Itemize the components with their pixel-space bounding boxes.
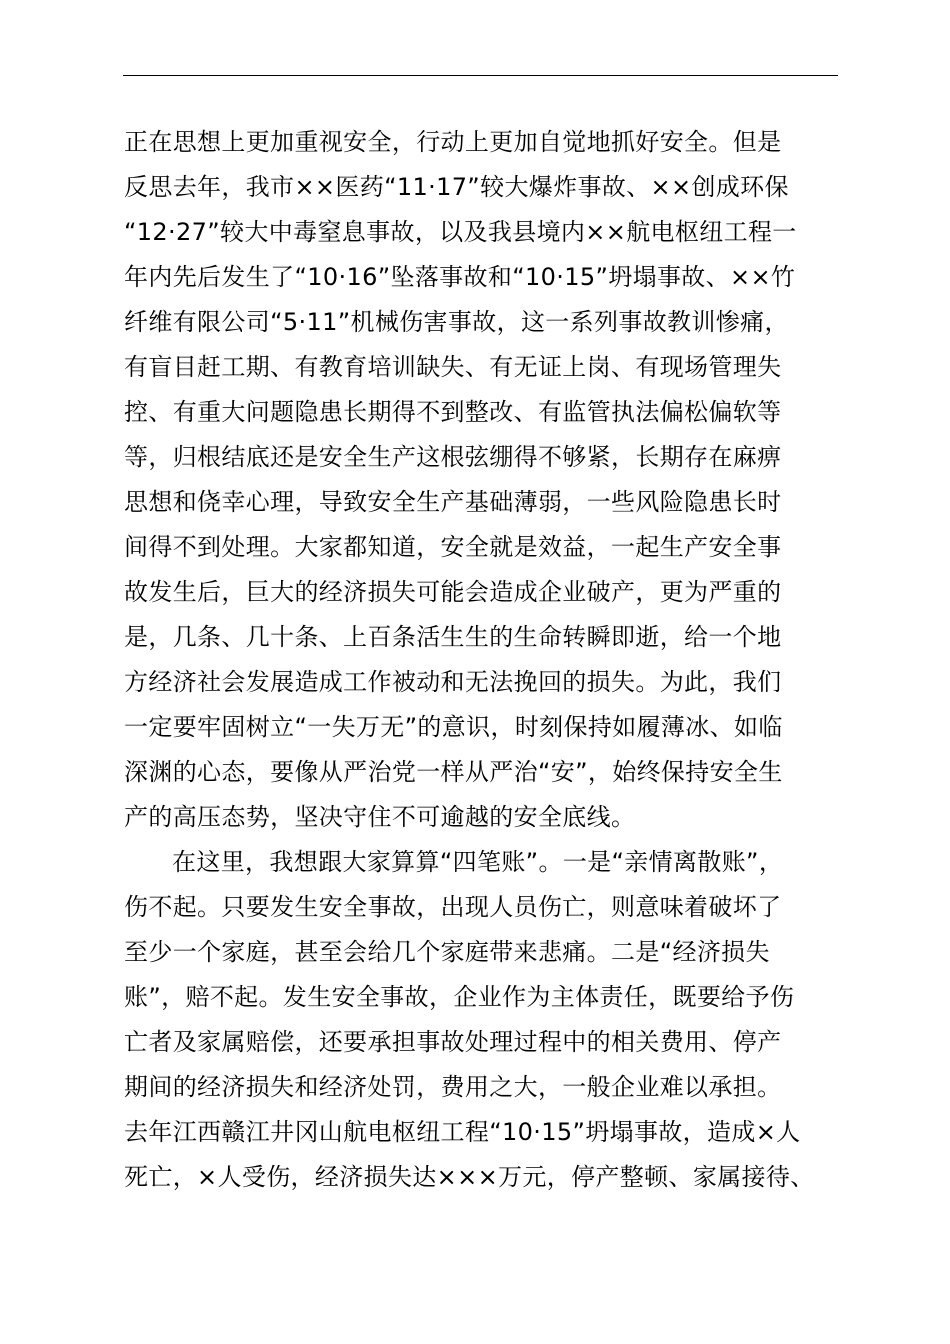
- text-line: 是，几条、几十条、上百条活生生的生命转瞬即逝，给一个地: [124, 623, 782, 651]
- text-line: 账”，赔不起。发生安全事故，企业作为主体责任，既要给予伤: [124, 983, 795, 1011]
- text-line: 至少一个家庭，甚至会给几个家庭带来悲痛。二是“经济损失: [124, 938, 770, 966]
- text-line: 反思去年，我市××医药“11·17”较大爆炸事故、××创成环保: [124, 173, 789, 201]
- text-line: 有盲目赶工期、有教育培训缺失、有无证上岗、有现场管理失: [124, 353, 782, 381]
- text-line: 深渊的心态，要像从严治党一样从严治“安”，始终保持安全生: [124, 758, 783, 786]
- body-text: [124, 120, 864, 1200]
- text-line: 等，归根结底还是安全生产这根弦绷得不够紧，长期存在麻痹: [124, 443, 782, 471]
- text-line: 死亡，×人受伤，经济损失达×××万元，停产整顿、家属接待、: [124, 1163, 815, 1191]
- text-line: 间得不到处理。大家都知道，安全就是效益，一起生产安全事: [124, 533, 782, 561]
- text-line: 期间的经济损失和经济处罚，费用之大，一般企业难以承担。: [124, 1073, 782, 1101]
- text-line: 控、有重大问题隐患长期得不到整改、有监管执法偏松偏软等: [124, 398, 782, 426]
- text-line: 一定要牢固树立“一失万无”的意识，时刻保持如履薄冰、如临: [124, 713, 783, 741]
- text-line: 亡者及家属赔偿，还要承担事故处理过程中的相关费用、停产: [124, 1028, 782, 1056]
- text-line: 纤维有限公司“5·11”机械伤害事故，这一系列事故教训惨痛，: [124, 308, 789, 336]
- text-line: 故发生后，巨大的经济损失可能会造成企业破产，更为严重的: [124, 578, 782, 606]
- text-line: 思想和侥幸心理，导致安全生产基础薄弱，一些风险隐患长时: [124, 488, 782, 516]
- header-rule: [123, 75, 838, 76]
- text-line: 伤不起。只要发生安全事故，出现人员伤亡，则意味着破坏了: [124, 893, 782, 921]
- paragraph-start-line: 在这里，我想跟大家算算“四笔账”。一是“亲情离散账”，: [172, 848, 784, 876]
- text-line: 方经济社会发展造成工作被动和无法挽回的损失。为此，我们: [124, 668, 782, 696]
- text-line: 正在思想上更加重视安全，行动上更加自觉地抓好安全。但是: [124, 128, 782, 156]
- text-line: 产的高压态势，坚决守住不可逾越的安全底线。: [124, 803, 636, 831]
- text-line: 年内先后发生了“10·16”坠落事故和“10·15”坍塌事故、××竹: [124, 263, 796, 291]
- text-line: “12·27”较大中毒窒息事故，以及我县境内××航电枢纽工程一: [124, 218, 797, 246]
- text-line: 去年江西赣江井冈山航电枢纽工程“10·15”坍塌事故，造成×人: [124, 1118, 801, 1146]
